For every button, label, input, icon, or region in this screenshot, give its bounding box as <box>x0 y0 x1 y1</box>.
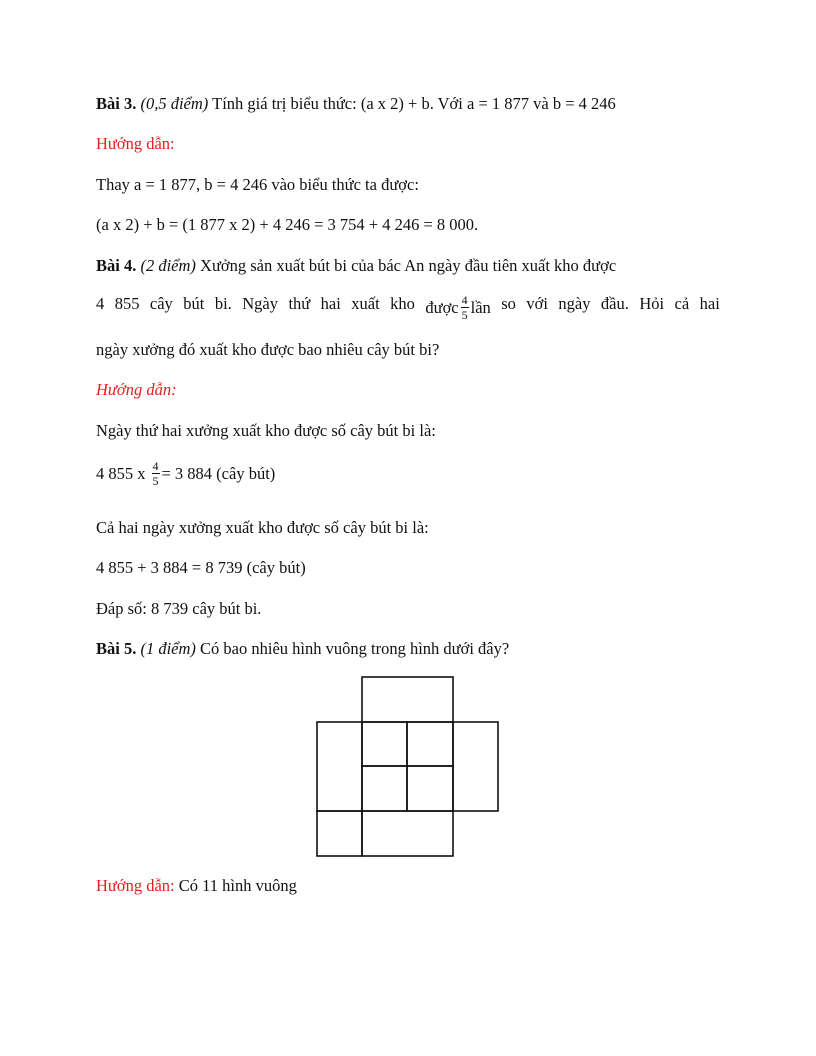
bai4-word: thứ <box>288 294 311 313</box>
bai4-word: hai <box>320 294 341 313</box>
bai3-step2: (a x 2) + b = (1 877 x 2) + 4 246 = 3 754 + 4 246 = 8 000. <box>96 215 479 234</box>
bai5-guide <box>96 876 297 896</box>
bai3-text: Tính giá trị biểu thức: (a x 2) + b. Với a = 1 877 và b = 4 246 <box>208 94 616 113</box>
bai4-word: đầu. <box>600 294 629 313</box>
bai4-question-line3: ngày xưởng đó xuất kho được bao nhiêu cây bút bi? <box>96 340 440 359</box>
bai4-word: kho <box>390 294 415 313</box>
figure-left-rect <box>317 722 362 811</box>
bai4-word: 855 <box>114 294 140 313</box>
bai5-guide-heading: Hướng dẫn: <box>96 876 175 895</box>
bai3-question <box>96 94 616 114</box>
bai4-guide-text: Hướng dẫn: <box>96 380 177 399</box>
bai4-word: với <box>526 294 548 313</box>
fraction-four-fifths <box>461 294 469 321</box>
bai4-guide-heading <box>96 380 177 400</box>
figure-center-square <box>362 766 407 811</box>
figure-center-square <box>407 722 453 766</box>
bai3-guide-heading: Hướng dẫn: <box>96 134 175 153</box>
bai4-word: so <box>501 294 516 313</box>
bai4-question-line1 <box>96 256 616 276</box>
fraction-denominator: 5 <box>461 308 468 322</box>
bai4-calc2: 4 855 + 3 884 = 8 739 (cây bút) <box>96 558 306 577</box>
bai4-question-line2 <box>96 294 720 321</box>
bai4-word: cả <box>674 294 690 313</box>
bai5-points: (1 điểm) <box>140 639 196 658</box>
squares-figure <box>310 670 510 865</box>
bai4-word: lần <box>470 297 491 317</box>
bai3-label: Bài 3. <box>96 94 137 113</box>
bai4-calc1-right: = 3 884 (cây bút) <box>161 463 276 483</box>
bai5-text: Có bao nhiêu hình vuông trong hình dưới đây? <box>195 639 510 658</box>
fraction-denominator: 5 <box>152 474 159 488</box>
bai4-word: bi. <box>214 294 232 313</box>
bai4-label: Bài 4. <box>96 256 137 275</box>
fraction-four-fifths <box>152 460 160 487</box>
bai5-answer: Có 11 hình vuông <box>174 876 297 895</box>
bai5-label: Bài 5. <box>96 639 137 658</box>
bai4-fraction-group <box>425 294 490 321</box>
bai4-word: xuất <box>351 294 380 313</box>
bai3-points: (0,5 điểm) <box>140 94 209 113</box>
bai4-word: bút <box>183 294 205 313</box>
figure-center-square <box>407 766 453 811</box>
bai4-calc1-left: 4 855 x <box>96 463 146 483</box>
bai4-word: được <box>425 297 459 317</box>
bai4-answer: Đáp số: 8 739 cây bút bi. <box>96 599 262 618</box>
bai4-word: Ngày <box>242 294 278 313</box>
bai4-points: (2 điểm) <box>140 256 196 275</box>
fraction-numerator: 4 <box>461 293 468 307</box>
bai4-word: 4 <box>96 294 105 313</box>
bai4-word: ngày <box>558 294 591 313</box>
bai4-text: Xưởng sản xuất bút bi của bác An ngày đầu tiên xuất kho được <box>195 256 617 275</box>
figure-bottom-left-square <box>317 811 362 856</box>
bai5-question <box>96 639 509 659</box>
bai3-step1: Thay a = 1 877, b = 4 246 vào biểu thức ta được: <box>96 175 419 194</box>
bai4-step1: Ngày thứ hai xưởng xuất kho được số cây bút bi là: <box>96 421 436 440</box>
figure-bottom-rect <box>362 811 453 856</box>
bai4-word: Hỏi <box>639 294 665 313</box>
bai4-calc1 <box>96 460 275 487</box>
figure-right-rect <box>453 722 498 811</box>
bai4-step2: Cả hai ngày xưởng xuất kho được số cây bút bi là: <box>96 518 429 537</box>
figure-center-square <box>362 722 407 766</box>
bai4-word: cây <box>149 294 173 313</box>
fraction-numerator: 4 <box>152 459 159 473</box>
bai4-word: hai <box>699 294 720 313</box>
figure-top-rect <box>362 677 453 722</box>
